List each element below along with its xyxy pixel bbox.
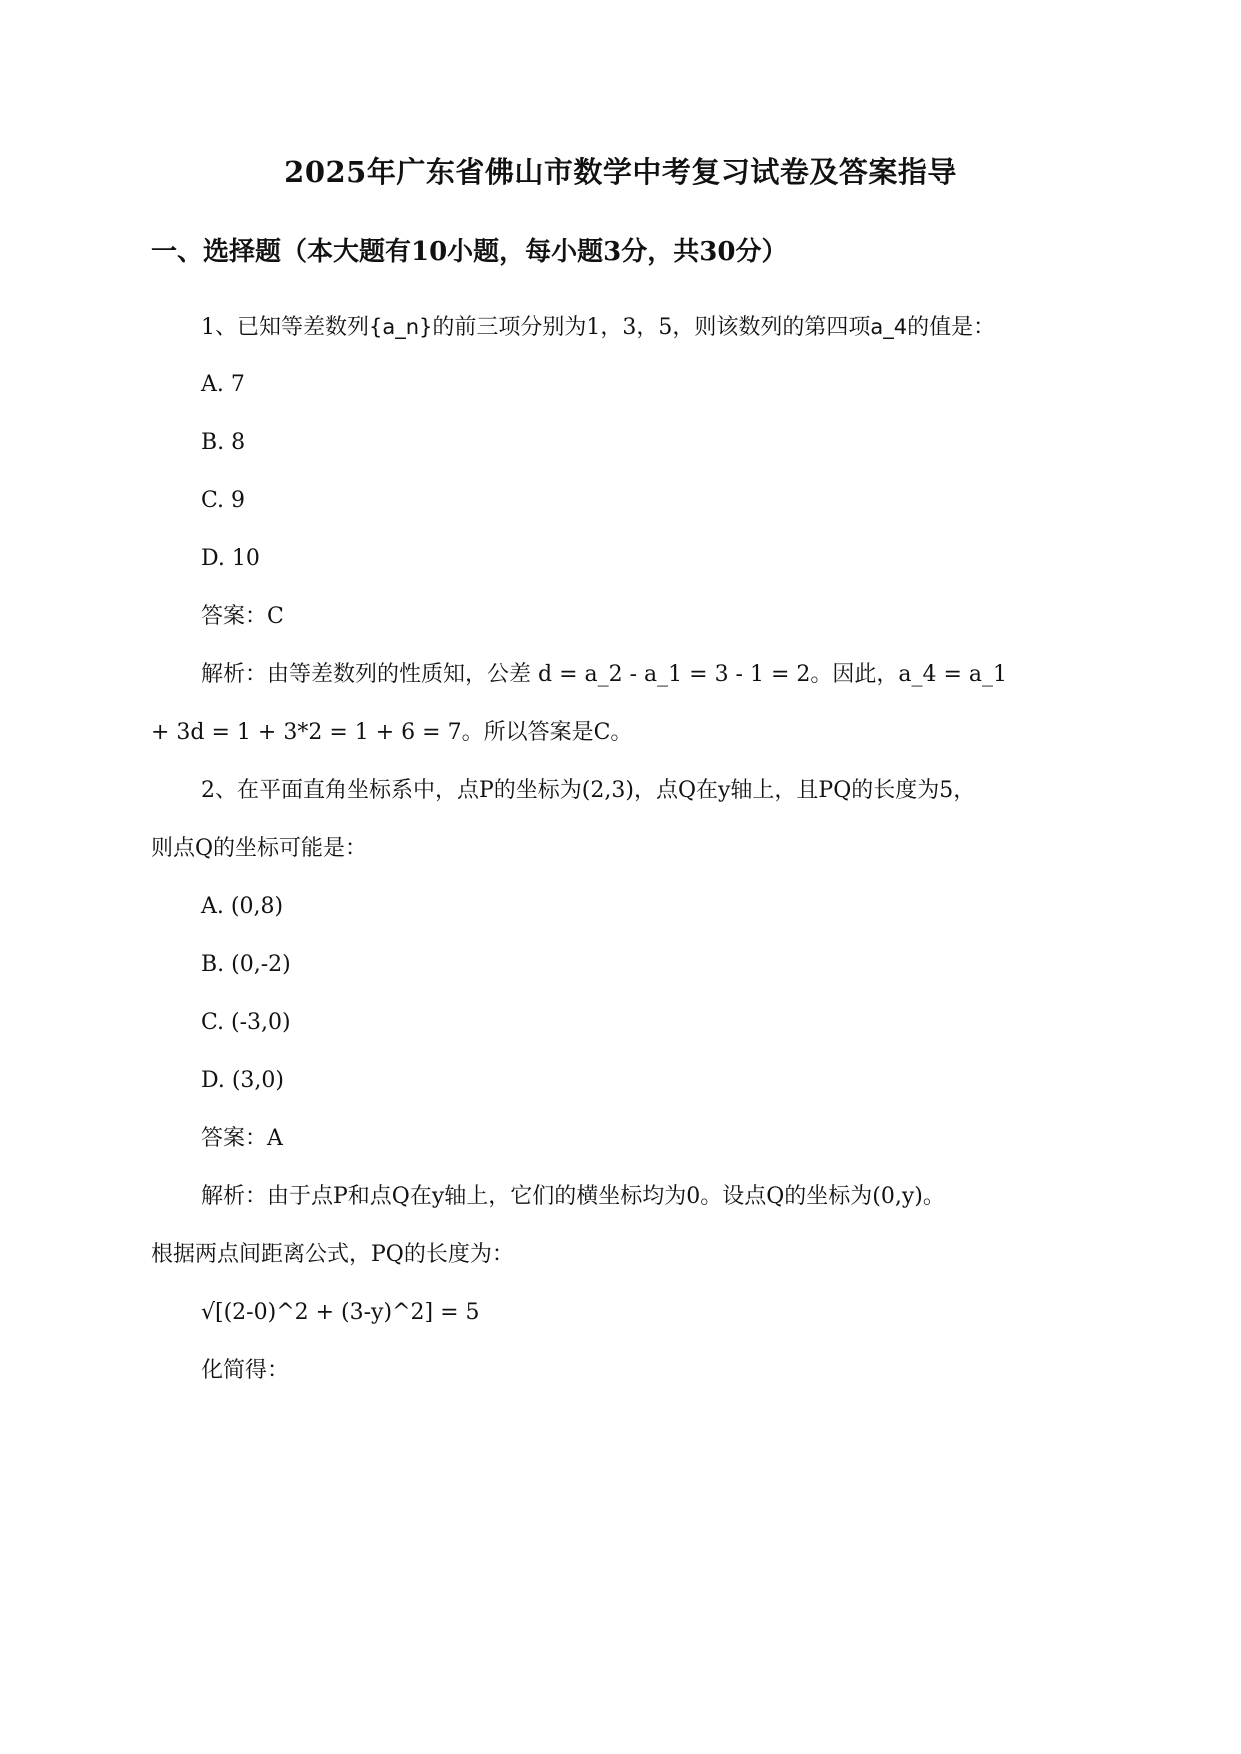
question-2-option-d: D. (3,0)	[201, 1068, 284, 1093]
question-2-stem-line-2: 则点Q的坐标可能是：	[151, 836, 368, 861]
question-1-option-c: C. 9	[201, 488, 246, 513]
question-2-analysis-line-2: 根据两点间距离公式，PQ的长度为：	[151, 1242, 514, 1267]
question-2-option-a: A. (0,8)	[201, 894, 284, 919]
question-2-analysis-line-1: 解析：由于点P和点Q在y轴上，它们的横坐标均为0。设点Q的坐标为(0,y)。	[201, 1184, 945, 1209]
question-2-answer: 答案：A	[201, 1126, 283, 1151]
question-1-option-b: B. 8	[201, 430, 246, 455]
question-2-simplify-label: 化简得：	[201, 1358, 290, 1383]
question-1-stem-part2: 的前三项分别为1，3，5，则该数列的第四项	[432, 315, 871, 340]
question-1-sequence-symbol: {a_n}	[369, 315, 433, 339]
section-heading: 一、选择题（本大题有10小题，每小题3分，共30分）	[151, 237, 788, 267]
question-1-answer: 答案：C	[201, 604, 284, 629]
question-1-stem-part3: 的值是：	[907, 315, 996, 340]
question-2-distance-formula: √[(2-0)^2 + (3-y)^2] = 5	[201, 1300, 480, 1325]
question-2-option-c: C. (-3,0)	[201, 1010, 291, 1035]
document-title: 2025年广东省佛山市数学中考复习试卷及答案指导	[284, 155, 957, 189]
question-2-stem-line-1: 2、在平面直角坐标系中，点P的坐标为(2,3)，点Q在y轴上，且PQ的长度为5，	[201, 778, 976, 803]
question-1-stem-part1: 1、已知等差数列	[201, 315, 369, 340]
question-2-option-b: B. (0,-2)	[201, 952, 291, 977]
question-1-option-a: A. 7	[201, 372, 245, 397]
question-1-analysis-line-2: + 3d = 1 + 3*2 = 1 + 6 = 7。所以答案是C。	[151, 720, 633, 745]
question-1-stem	[201, 311, 995, 344]
question-1-term-symbol: a_4	[870, 315, 908, 339]
question-1-option-d: D. 10	[201, 546, 260, 571]
question-1-analysis-line-1: 解析：由等差数列的性质知，公差 d = a_2 - a_1 = 3 - 1 = 2。因此，a_4 = a_1	[201, 662, 1008, 687]
